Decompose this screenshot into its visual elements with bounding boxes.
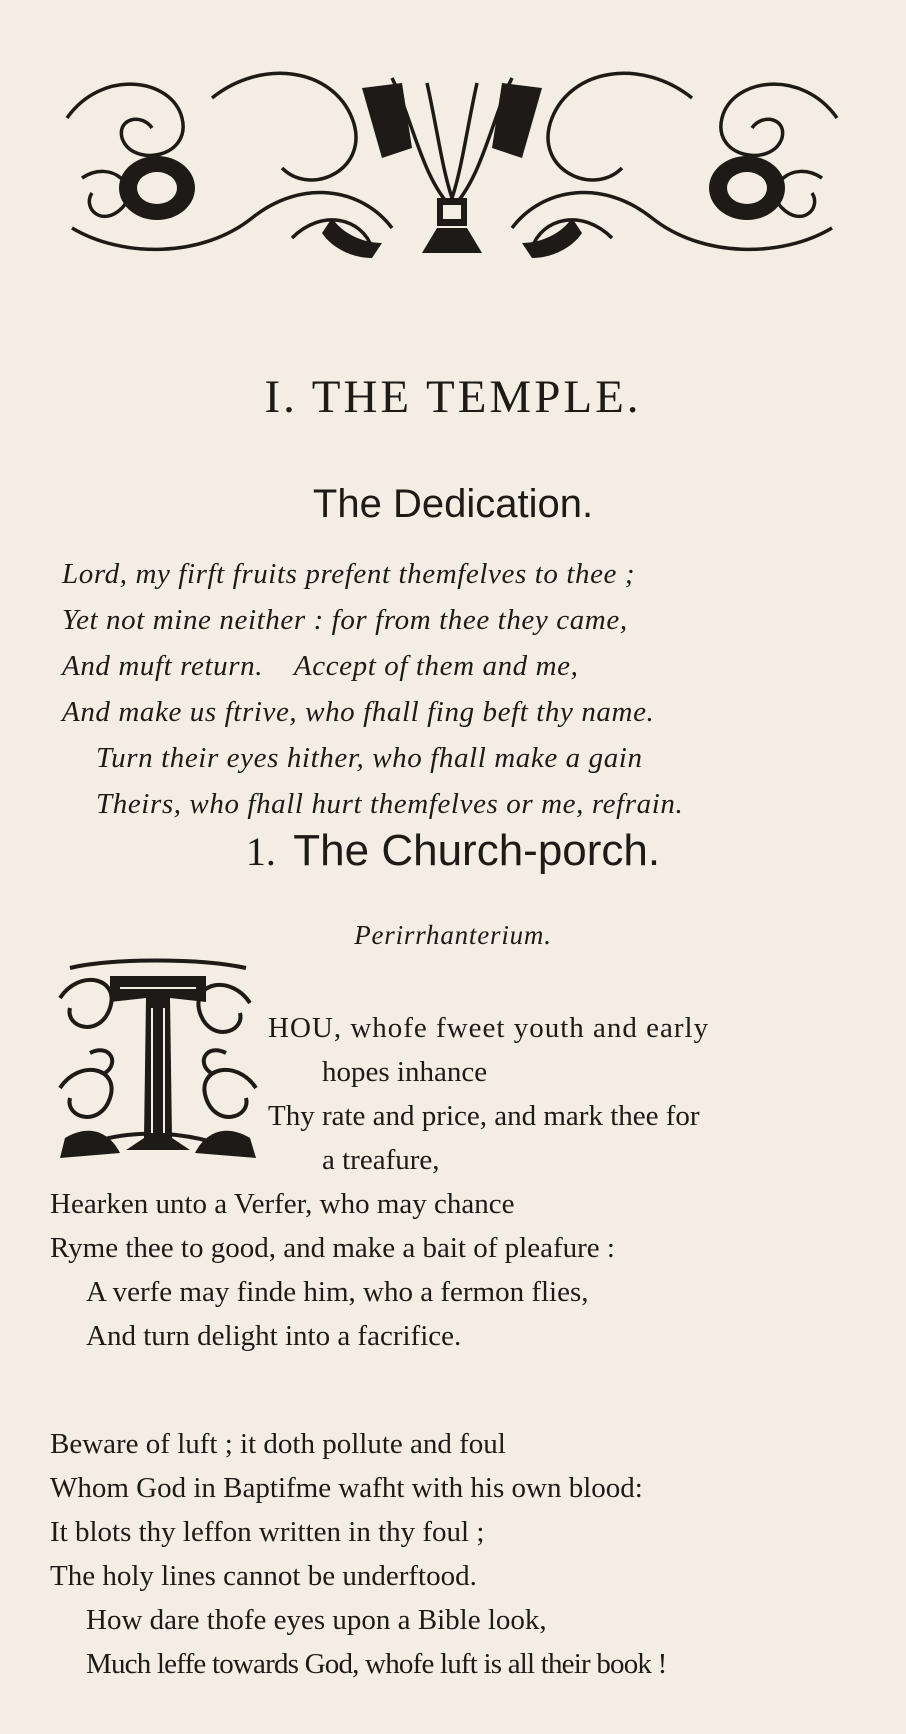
poem-number: 1. — [245, 829, 276, 874]
poem-line: Whom God in Baptifme wafht with his own blood: — [50, 1472, 643, 1504]
dedication-line: Lord, my firft fruits prefent themfelves to thee ; — [62, 558, 636, 590]
dedication-line: Yet not mine neither : for from thee they came, — [62, 604, 628, 636]
poem-line: a treafure, — [322, 1144, 440, 1176]
poem-line: How dare thofe eyes upon a Bible look, — [86, 1604, 547, 1636]
poem-line: HOU, whofe fweet youth and early — [268, 1012, 710, 1044]
poem-line: It blots thy leffon written in thy foul ; — [50, 1516, 485, 1548]
poem-title — [0, 826, 906, 876]
poem-line: The holy lines cannot be underftood. — [50, 1560, 477, 1592]
section-title: I. THE TEMPLE. — [264, 371, 642, 423]
poem-line: hopes inhance — [322, 1056, 488, 1088]
poem-latin-subtitle: Perirrhanterium. — [354, 920, 552, 950]
dedication-line: Turn their eyes hither, who fhall make a gain — [96, 742, 643, 774]
poem-line: Beware of luft ; it doth pollute and foul — [50, 1428, 506, 1460]
poem-line: Ryme thee to good, and make a bait of pleafure : — [50, 1232, 615, 1264]
dedication-line: And make us ftrive, who fhall fing beft thy name. — [62, 696, 655, 728]
poem-line: Much leffe towards God, whofe luft is all their book ! — [86, 1648, 667, 1680]
dedication-title: The Dedication. — [312, 482, 594, 526]
poem-line: And turn delight into a facrifice. — [86, 1320, 462, 1352]
decorated-initial — [50, 958, 266, 1164]
poem-line: Hearken unto a Verfer, who may chance — [50, 1188, 515, 1220]
poem-line: A verfe may finde him, who a fermon flies, — [86, 1276, 589, 1308]
poem-line: Thy rate and price, and mark thee for — [268, 1100, 700, 1132]
poem-title-text: The Church-porch. — [293, 826, 661, 875]
dedication-line: And muft return. Accept of them and me, — [62, 650, 579, 682]
floral-headpiece-ornament — [62, 58, 842, 268]
dedication-line: Theirs, who fhall hurt themfelves or me, refrain. — [96, 788, 684, 820]
